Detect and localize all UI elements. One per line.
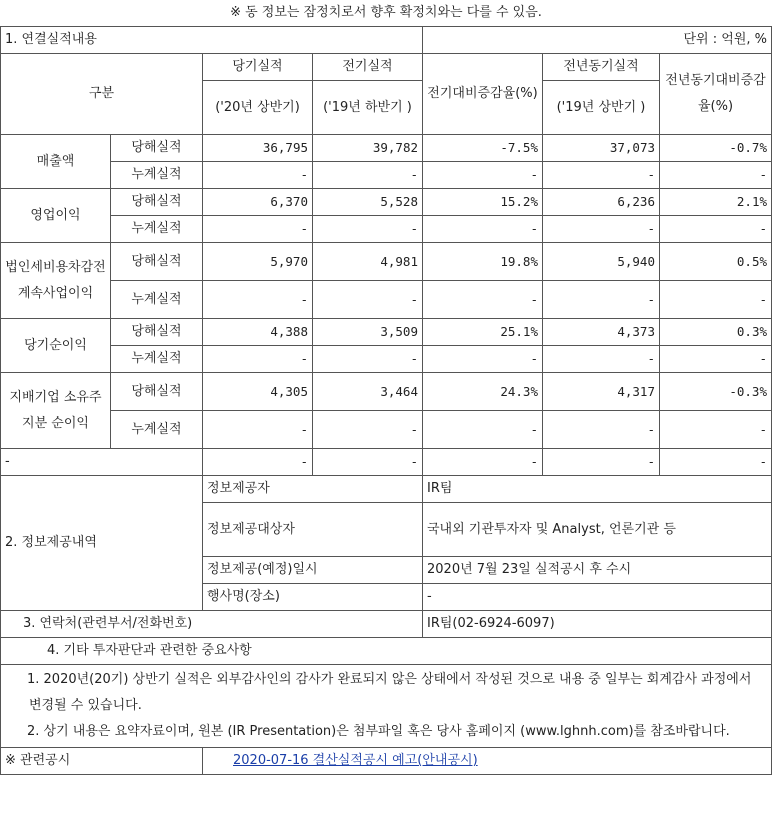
related-disclosure-label: ※ 관련공시 xyxy=(1,748,203,775)
cell-previous: 5,528 xyxy=(313,189,423,216)
section4-body xyxy=(1,665,772,748)
row-name-net-income: 당기순이익 xyxy=(1,319,111,373)
cell-current: 6,370 xyxy=(203,189,313,216)
notice-text: ※ 동 정보는 잠정치로서 향후 확정치와는 다를 수 있음. xyxy=(1,0,772,27)
info-recipient-label: 정보제공대상자 xyxy=(203,503,423,557)
cell-current: 4,388 xyxy=(203,319,313,346)
cell-current: - xyxy=(203,346,313,373)
cell-previous: - xyxy=(313,346,423,373)
cell-yoy-prev: - xyxy=(543,162,660,189)
cell-qoq: - xyxy=(423,216,543,243)
cell-previous: 39,782 xyxy=(313,135,423,162)
event-name-label: 행사명(장소) xyxy=(203,584,423,611)
cell-current: - xyxy=(203,411,313,449)
header-yoy: 전년동기대비증감율(%) xyxy=(660,54,772,135)
cell-yoy-prev: - xyxy=(543,216,660,243)
cell-qoq: 25.1% xyxy=(423,319,543,346)
cell-qoq: -7.5% xyxy=(423,135,543,162)
section4-paragraph-2: 2. 상기 내용은 요약자료이며, 원본 (IR Presentation)은 첨부파일 혹은 당사 홈페이지 (www.lghnh.com)를 참조바랍니다. xyxy=(27,724,730,739)
header-yoy-prev: 전년동기실적 xyxy=(543,54,660,81)
cell-previous: - xyxy=(313,216,423,243)
row-name-revenue: 매출액 xyxy=(1,135,111,189)
cell-yoy: 0.5% xyxy=(660,243,772,281)
cell-previous: - xyxy=(313,281,423,319)
header-yoy-prev-sub: ('19년 상반기 ) xyxy=(543,81,660,135)
section3-title: 3. 연락처(관련부서/전화번호) xyxy=(1,611,423,638)
cell-yoy-prev: 37,073 xyxy=(543,135,660,162)
cell-qoq: - xyxy=(423,449,543,476)
cell-qoq: 19.8% xyxy=(423,243,543,281)
header-current-sub: ('20년 상반기) xyxy=(203,81,313,135)
cell-yoy-prev: 4,373 xyxy=(543,319,660,346)
row-name-operating-profit: 영업이익 xyxy=(1,189,111,243)
row-label: 당해실적 xyxy=(111,243,203,281)
cell-current: - xyxy=(203,281,313,319)
info-recipient-value: 국내외 기관투자자 및 Analyst, 언론기관 등 xyxy=(423,503,772,557)
cell-yoy: 0.3% xyxy=(660,319,772,346)
row-label: 누계실적 xyxy=(111,216,203,243)
cell-yoy-prev: 6,236 xyxy=(543,189,660,216)
row-label: 당해실적 xyxy=(111,189,203,216)
cell-qoq: - xyxy=(423,411,543,449)
cell-yoy-prev: 5,940 xyxy=(543,243,660,281)
row-name-controlling-net-income: 지배기업 소유주지분 순이익 xyxy=(1,373,111,449)
contact-value: IR팀(02-6924-6097) xyxy=(423,611,772,638)
cell-previous: 3,509 xyxy=(313,319,423,346)
cell-yoy: - xyxy=(660,216,772,243)
extra-row-name: - xyxy=(1,449,203,476)
row-label: 당해실적 xyxy=(111,135,203,162)
cell-previous: 3,464 xyxy=(313,373,423,411)
section4-paragraph-1: 1. 2020년(20기) 상반기 실적은 외부감사인의 감사가 완료되지 않은 상태에서 작성된 것으로 내용 중 일부는 회계감사 과정에서 변경될 수 있습니다. xyxy=(27,672,752,713)
cell-yoy: 2.1% xyxy=(660,189,772,216)
cell-yoy: - xyxy=(660,346,772,373)
cell-yoy-prev: - xyxy=(543,346,660,373)
cell-yoy: - xyxy=(660,281,772,319)
info-provider-value: IR팀 xyxy=(423,476,772,503)
related-disclosure-link[interactable]: 2020-07-16 결산실적공시 예고(안내공시) xyxy=(233,753,478,768)
header-current: 당기실적 xyxy=(203,54,313,81)
cell-current: - xyxy=(203,162,313,189)
info-datetime-label: 정보제공(예정)일시 xyxy=(203,557,423,584)
section4-title: 4. 기타 투자판단과 관련한 중요사항 xyxy=(1,638,772,665)
cell-current: 4,305 xyxy=(203,373,313,411)
cell-previous: 4,981 xyxy=(313,243,423,281)
cell-yoy: - xyxy=(660,162,772,189)
cell-previous: - xyxy=(313,411,423,449)
cell-qoq: 15.2% xyxy=(423,189,543,216)
header-category: 구분 xyxy=(1,54,203,135)
header-previous: 전기실적 xyxy=(313,54,423,81)
event-name-value: - xyxy=(423,584,772,611)
cell-current: 5,970 xyxy=(203,243,313,281)
row-name-pretax-income: 법인세비용차감전계속사업이익 xyxy=(1,243,111,319)
cell-yoy-prev: - xyxy=(543,281,660,319)
row-label: 누계실적 xyxy=(111,411,203,449)
cell-yoy-prev: - xyxy=(543,411,660,449)
cell-qoq: - xyxy=(423,346,543,373)
unit-label: 단위 : 억원, % xyxy=(423,27,772,54)
cell-yoy-prev: 4,317 xyxy=(543,373,660,411)
row-label: 누계실적 xyxy=(111,281,203,319)
cell-yoy: - xyxy=(660,449,772,476)
cell-qoq: 24.3% xyxy=(423,373,543,411)
row-label: 당해실적 xyxy=(111,373,203,411)
row-label: 누계실적 xyxy=(111,162,203,189)
row-label: 당해실적 xyxy=(111,319,203,346)
header-previous-sub: ('19년 하반기 ) xyxy=(313,81,423,135)
cell-previous: - xyxy=(313,449,423,476)
cell-current: - xyxy=(203,216,313,243)
row-label: 누계실적 xyxy=(111,346,203,373)
cell-yoy: - xyxy=(660,411,772,449)
info-datetime-value: 2020년 7월 23일 실적공시 후 수시 xyxy=(423,557,772,584)
cell-yoy-prev: - xyxy=(543,449,660,476)
cell-current: - xyxy=(203,449,313,476)
cell-previous: - xyxy=(313,162,423,189)
cell-yoy: -0.3% xyxy=(660,373,772,411)
header-qoq: 전기대비증감율(%) xyxy=(423,54,543,135)
cell-qoq: - xyxy=(423,162,543,189)
section2-title: 2. 정보제공내역 xyxy=(1,476,203,611)
cell-qoq: - xyxy=(423,281,543,319)
section1-title: 1. 연결실적내용 xyxy=(1,27,423,54)
info-provider-label: 정보제공자 xyxy=(203,476,423,503)
cell-current: 36,795 xyxy=(203,135,313,162)
cell-yoy: -0.7% xyxy=(660,135,772,162)
